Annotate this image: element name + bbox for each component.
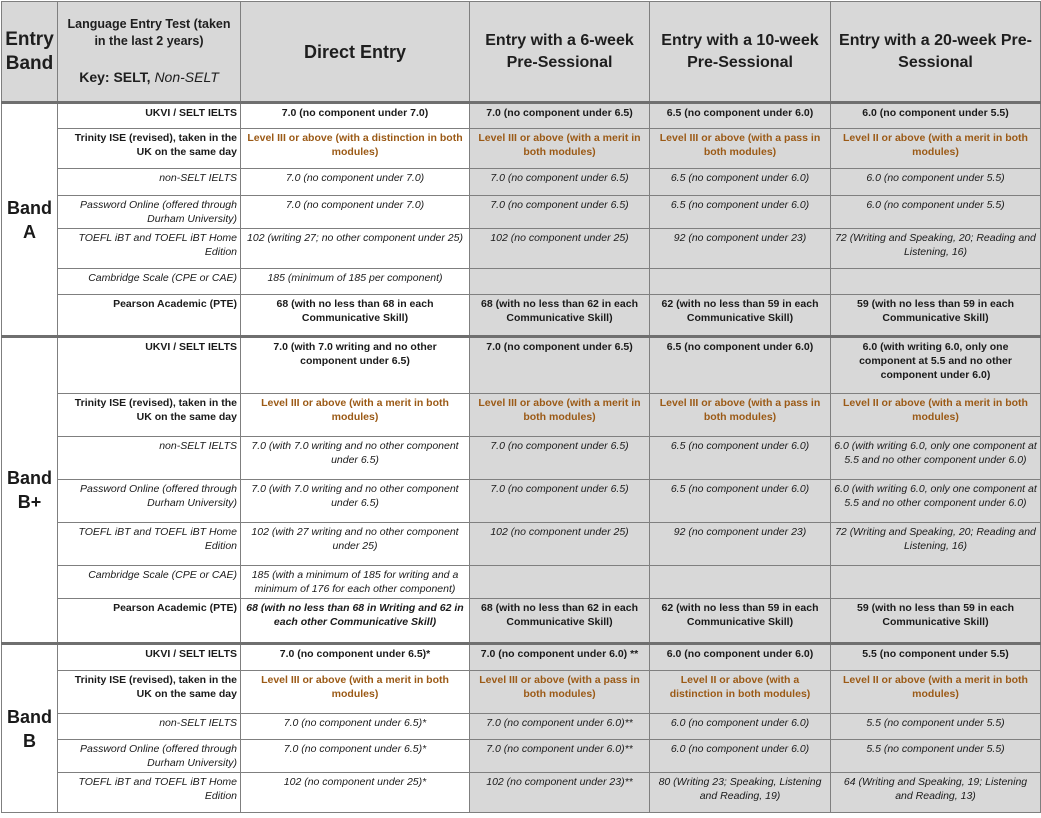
requirement-cell-p10: 6.5 (no component under 6.0) [650,337,831,394]
requirement-cell-direct: 102 (writing 27; no other component under 25) [241,229,470,269]
requirement-cell-p10: 6.0 (no component under 6.0) [650,714,831,740]
requirement-cell-p20: 6.0 (no component under 5.5) [831,169,1041,196]
requirement-cell-p10: 6.5 (no component under 6.0) [650,480,831,523]
requirement-cell-p6: 102 (no component under 23)** [470,773,650,813]
header-10-week: Entry with a 10-week Pre-Sessional [650,2,831,103]
table-row [2,773,1041,813]
test-name-cell: Cambridge Scale (CPE or CAE) [58,566,241,599]
table-row [2,644,1041,671]
key-non-selt: Non-SELT [154,69,219,85]
requirement-cell-p10: 80 (Writing 23; Speaking, Listening and Reading, 19) [650,773,831,813]
requirement-cell-p20: 59 (with no less than 59 in each Communicative Skill) [831,295,1041,337]
requirement-cell-p6: Level III or above (with a pass in both modules) [470,671,650,714]
requirement-cell-p10: Level II or above (with a distinction in both modules) [650,671,831,714]
requirement-cell-p10: 92 (no component under 23) [650,229,831,269]
test-name-cell: Trinity ISE (revised), taken in the UK on the same day [58,129,241,169]
requirement-cell-p6: 7.0 (no component under 6.0)** [470,740,650,773]
requirement-cell-p6: 68 (with no less than 62 in each Communicative Skill) [470,295,650,337]
header-language-test-title: Language Entry Test (taken in the last 2 years) [67,17,231,48]
table-row [2,103,1041,129]
table-row [2,394,1041,437]
requirement-cell-p6: Level III or above (with a merit in both modules) [470,129,650,169]
test-name-cell: UKVI / SELT IELTS [58,644,241,671]
requirement-cell-p20 [831,269,1041,295]
requirement-cell-p20: 72 (Writing and Speaking, 20; Reading and Listening, 16) [831,523,1041,566]
requirement-cell-p20: 6.0 (with writing 6.0, only one component at 5.5 and no other component under 6.0) [831,337,1041,394]
requirement-cell-p10: 62 (with no less than 59 in each Communicative Skill) [650,295,831,337]
requirement-cell-p10: 62 (with no less than 59 in each Communicative Skill) [650,599,831,644]
header-language-test [58,2,241,103]
requirement-cell-p6: 102 (no component under 25) [470,523,650,566]
requirement-cell-p6 [470,566,650,599]
requirement-cell-p20: 6.0 (no component under 5.5) [831,103,1041,129]
requirement-cell-p20: 64 (Writing and Speaking, 19; Listening and Reading, 13) [831,773,1041,813]
table-row [2,566,1041,599]
requirement-cell-direct: 7.0 (with 7.0 writing and no other component under 6.5) [241,480,470,523]
requirement-cell-direct: 102 (with 27 writing and no other component under 25) [241,523,470,566]
table-row [2,437,1041,480]
requirement-cell-direct: 7.0 (no component under 7.0) [241,196,470,229]
requirement-cell-p6: 7.0 (no component under 6.5) [470,169,650,196]
table-row [2,295,1041,337]
requirement-cell-p10: 92 (no component under 23) [650,523,831,566]
requirement-cell-p10: 6.5 (no component under 6.0) [650,196,831,229]
header-key [61,69,237,86]
requirement-cell-p20: 6.0 (no component under 5.5) [831,196,1041,229]
table-body [2,103,1041,813]
requirement-cell-p6: 68 (with no less than 62 in each Communicative Skill) [470,599,650,644]
requirement-cell-p10: 6.0 (no component under 6.0) [650,740,831,773]
band-label-band-a: Band A [2,103,58,337]
requirement-cell-p20: 6.0 (with writing 6.0, only one component at 5.5 and no other component under 6.0) [831,480,1041,523]
requirement-cell-p6: 7.0 (no component under 6.5) [470,196,650,229]
test-name-cell: TOEFL iBT and TOEFL iBT Home Edition [58,523,241,566]
table-row [2,169,1041,196]
requirement-cell-direct: 7.0 (no component under 7.0) [241,169,470,196]
entry-requirements-table [1,1,1041,813]
requirement-cell-p10 [650,566,831,599]
table-row [2,229,1041,269]
requirement-cell-direct: 185 (with a minimum of 185 for writing and a minimum of 176 for each other component) [241,566,470,599]
requirement-cell-p6: 7.0 (no component under 6.0)** [470,714,650,740]
test-name-cell: Trinity ISE (revised), taken in the UK on the same day [58,671,241,714]
test-name-cell: UKVI / SELT IELTS [58,337,241,394]
requirement-cell-direct: Level III or above (with a distinction in both modules) [241,129,470,169]
band-label-band-b: Band B [2,644,58,813]
table-row [2,714,1041,740]
requirement-cell-p20: 5.5 (no component under 5.5) [831,644,1041,671]
requirement-cell-p10: Level III or above (with a pass in both modules) [650,394,831,437]
test-name-cell: Cambridge Scale (CPE or CAE) [58,269,241,295]
requirement-cell-p10 [650,269,831,295]
requirement-cell-p6: 7.0 (no component under 6.5) [470,103,650,129]
table-row [2,480,1041,523]
requirement-cell-p20: 6.0 (with writing 6.0, only one component at 5.5 and no other component under 6.0) [831,437,1041,480]
requirement-cell-p10: 6.0 (no component under 6.0) [650,644,831,671]
requirement-cell-direct: 102 (no component under 25)* [241,773,470,813]
test-name-cell: TOEFL iBT and TOEFL iBT Home Edition [58,229,241,269]
requirement-cell-p20: 5.5 (no component under 5.5) [831,714,1041,740]
band-label-band-b: Band B+ [2,337,58,644]
test-name-cell: non-SELT IELTS [58,169,241,196]
test-name-cell: Trinity ISE (revised), taken in the UK on the same day [58,394,241,437]
table-row [2,129,1041,169]
requirement-cell-p20 [831,566,1041,599]
requirement-cell-p10: Level III or above (with a pass in both modules) [650,129,831,169]
test-name-cell: Pearson Academic (PTE) [58,599,241,644]
requirement-cell-p20: Level II or above (with a merit in both modules) [831,671,1041,714]
requirement-cell-direct: Level III or above (with a merit in both modules) [241,671,470,714]
requirement-cell-p6: 7.0 (no component under 6.0) ** [470,644,650,671]
requirement-cell-p20: 59 (with no less than 59 in each Communicative Skill) [831,599,1041,644]
test-name-cell: Password Online (offered through Durham University) [58,480,241,523]
requirement-cell-direct: 7.0 (no component under 7.0) [241,103,470,129]
table-row [2,269,1041,295]
header-row [2,2,1041,103]
table-row [2,599,1041,644]
requirement-cell-p20: 72 (Writing and Speaking, 20; Reading and Listening, 16) [831,229,1041,269]
header-entry-band: Entry Band [2,2,58,103]
key-selt: Key: SELT, [79,69,151,85]
requirement-cell-direct: 7.0 (no component under 6.5)* [241,714,470,740]
requirement-cell-direct: 7.0 (no component under 6.5)* [241,644,470,671]
table-row [2,523,1041,566]
table-row [2,337,1041,394]
header-20-week: Entry with a 20-week Pre-Sessional [831,2,1041,103]
test-name-cell: UKVI / SELT IELTS [58,103,241,129]
requirement-cell-p20: 5.5 (no component under 5.5) [831,740,1041,773]
test-name-cell: TOEFL iBT and TOEFL iBT Home Edition [58,773,241,813]
table-row [2,196,1041,229]
header-direct-entry: Direct Entry [241,2,470,103]
test-name-cell: Password Online (offered through Durham University) [58,196,241,229]
requirement-cell-p10: 6.5 (no component under 6.0) [650,437,831,480]
test-name-cell: Pearson Academic (PTE) [58,295,241,337]
test-name-cell: Password Online (offered through Durham University) [58,740,241,773]
header-6-week: Entry with a 6-week Pre-Sessional [470,2,650,103]
requirement-cell-p6: Level III or above (with a merit in both modules) [470,394,650,437]
requirement-cell-direct: Level III or above (with a merit in both modules) [241,394,470,437]
requirement-cell-direct: 68 (with no less than 68 in each Communicative Skill) [241,295,470,337]
requirement-cell-p10: 6.5 (no component under 6.0) [650,103,831,129]
requirement-cell-direct: 7.0 (with 7.0 writing and no other component under 6.5) [241,337,470,394]
requirement-cell-p10: 6.5 (no component under 6.0) [650,169,831,196]
requirement-cell-p20: Level II or above (with a merit in both modules) [831,394,1041,437]
table-row [2,671,1041,714]
requirement-cell-p6 [470,269,650,295]
requirement-cell-p20: Level II or above (with a merit in both modules) [831,129,1041,169]
requirement-cell-p6: 102 (no component under 25) [470,229,650,269]
test-name-cell: non-SELT IELTS [58,437,241,480]
requirement-cell-direct: 185 (minimum of 185 per component) [241,269,470,295]
requirement-cell-p6: 7.0 (no component under 6.5) [470,480,650,523]
requirement-cell-p6: 7.0 (no component under 6.5) [470,437,650,480]
requirement-cell-direct: 7.0 (no component under 6.5)* [241,740,470,773]
requirement-cell-p6: 7.0 (no component under 6.5) [470,337,650,394]
table-row [2,740,1041,773]
requirement-cell-direct: 7.0 (with 7.0 writing and no other component under 6.5) [241,437,470,480]
test-name-cell: non-SELT IELTS [58,714,241,740]
requirement-cell-direct: 68 (with no less than 68 in Writing and 62 in each other Communicative Skill) [241,599,470,644]
